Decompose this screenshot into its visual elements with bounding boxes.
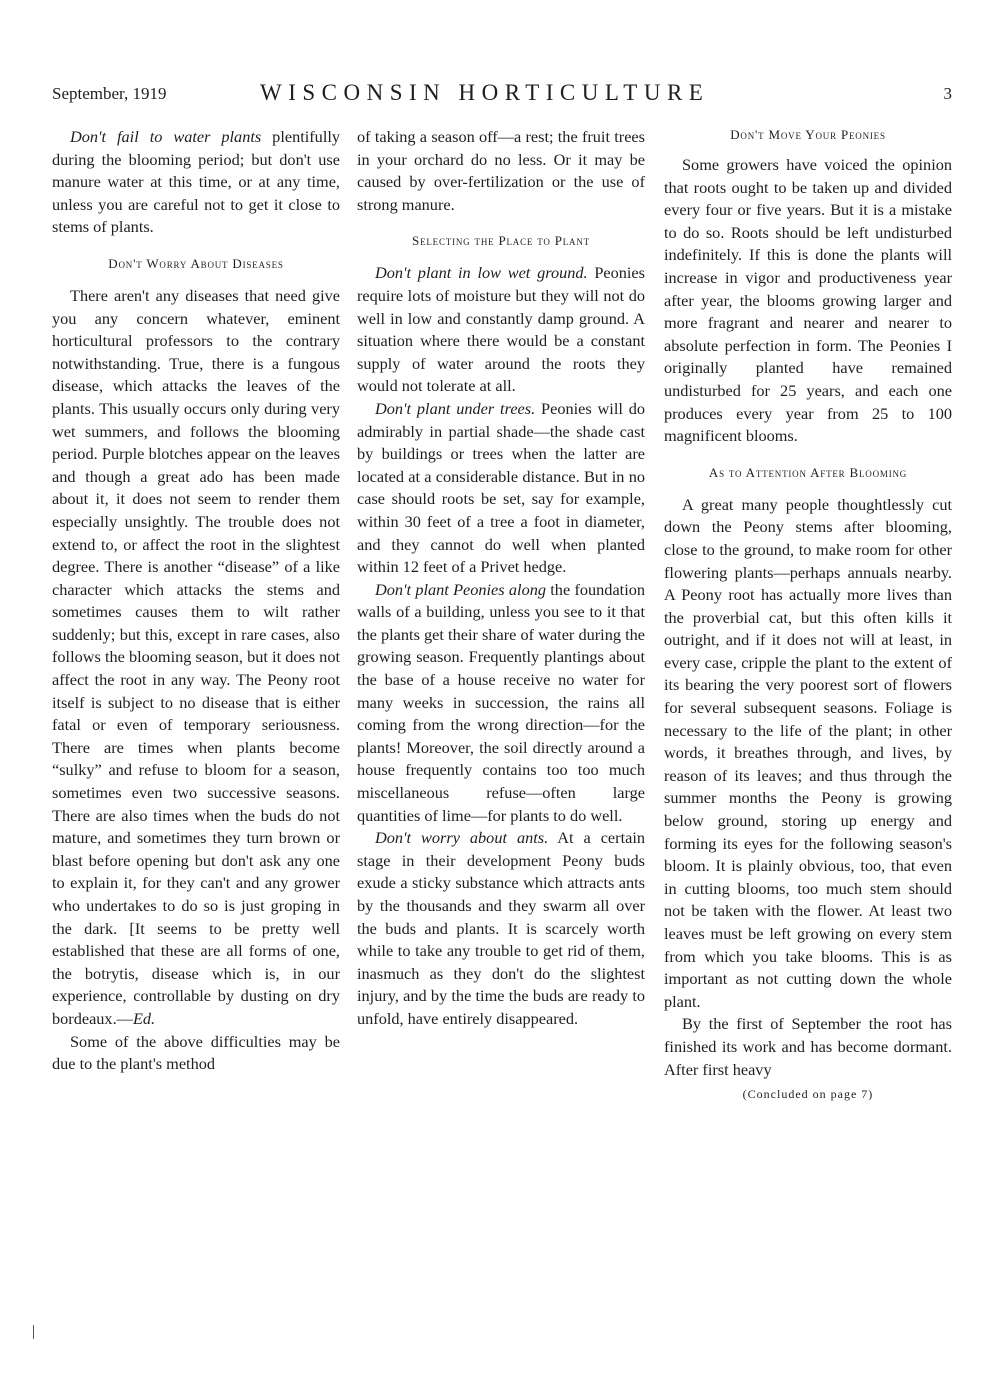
- column-1: [52, 126, 340, 1076]
- margin-mark: [33, 1325, 34, 1339]
- paragraph-move: Some growers have voiced the opinion that roots ought to be taken up and divided every four or five years. But it is a mistake to do so. Roots should be left undisturbed indefinitely. If this is done the plants will increase in vigor and productiveness year after year, the blooms growing larger and more fragrant and nearer and nearer to absolute perfection in form. The Peonies I originally planted have remained undisturbed for 25 years, and each one produces every year from 25 to 100 magnificent blooms.: [664, 155, 952, 446]
- paragraph-diseases: [52, 285, 340, 1031]
- paragraph-foundation: [357, 579, 645, 828]
- section-heading-diseases: Don't Worry About Diseases: [108, 255, 284, 271]
- paragraph-attention: A great many people thoughtlessly cut down the Peony stems after blooming, close to the ground, to make room for other flowering plants—perhaps annuals nearby. A Peony root has actually more lives than the proverbial cat, but this often kills it outright, and if it does not will at least, in every case, cripple the plant to the extent of its bearing the very poorest sort of flowers for several subsequent seasons. Foliage is necessary to the life of the plant; in other words, it breathes through, and lives, by reason of its leaves; and thus through the summer months the Peony is growing below ground, storing up energy and forming its eyes for the following season's bloom. It is plainly obvious, too, that even in cutting blooms, too much stem should not be taken with the flower. At least two leaves must be left growing on every stem from which you take blooms. This is as important as not cutting down the whole plant.: [664, 494, 952, 1011]
- editor-signature: Ed.: [132, 1008, 156, 1028]
- lead-phrase: Don't plant under trees.: [375, 398, 536, 418]
- paragraph-text: Peonies require lots of moisture but they will not do well in low and constantly damp ground. A situation where there would be a constant supply of water around the roots they would not tolerate at all.: [357, 263, 645, 396]
- lead-phrase: Don't worry about ants.: [375, 828, 549, 848]
- paragraph-ants: [357, 827, 645, 1030]
- page-number: 3: [943, 84, 952, 103]
- lead-phrase: Don't fail to water plants: [70, 127, 262, 146]
- column-2: [357, 126, 645, 1031]
- paragraph-difficulties: Some of the above difficulties may be due to the plant's method: [52, 1031, 340, 1074]
- issue-date: September, 1919: [52, 84, 167, 103]
- section-heading-attention: As to Attention After Blooming: [708, 464, 908, 480]
- paragraph-low-ground: [357, 262, 645, 398]
- paragraph-water-plants: [52, 126, 340, 239]
- continued-note: (Concluded on page 7): [742, 1087, 874, 1102]
- paragraph-text: plentifully during the blooming period; but don't use manure water at this time, or at any time, unless you are careful not to get it close to stems of plants.: [52, 127, 341, 237]
- paragraph-under-trees: [357, 398, 645, 579]
- section-heading-move: Don't Move Your Peonies: [730, 127, 886, 142]
- section-heading-place: Selecting the Place to Plant: [412, 233, 590, 249]
- paragraph-text: the foundation walls of a building, unless you see to it that the plants get their share of water during the growing season. Frequently plantings about the base of a house receive no water for many weeks in succession, the rains all coming from the wrong direction—for the plants! Moreover, the soil directly around a house frequently contains too too much miscellaneous refuse—often large quantities of lime—for plants to do well.: [357, 579, 645, 825]
- paragraph-september: By the first of September the root has finished its work and has become dormant. After first heavy: [664, 1014, 952, 1079]
- lead-phrase: Don't plant Peonies along: [375, 579, 546, 599]
- paragraph-text: At a certain stage in their development Peony buds exude a sticky substance which attracts ants by the thousands and they swarm all over the buds and plants. It is scarcely worth while to take any trouble to get rid of them, inasmuch as they don't do the slightest injury, and by the time the buds are ready to unfold, have entirely disappeared.: [357, 828, 645, 1028]
- column-3: [664, 126, 952, 1106]
- paragraph-text: Peonies will do admirably in partial shade—the shade cast by buildings or trees when the latter are located at a considerable distance. But in no case should roots be set, say for example, within 30 feet of a tree a foot in diameter, and they cannot do well when planted within 12 feet of a Privet hedge.: [357, 398, 646, 577]
- lead-phrase: Don't plant in low wet ground.: [375, 263, 588, 283]
- journal-title: WISCONSIN HORTICULTURE: [260, 80, 710, 105]
- paragraph-text: There aren't any diseases that need give you any concern whatever, eminent horticultural professors to the contrary notwithstanding. True, there is a fungous disease, which attacks the leaves of the plants. This usually occurs only during very wet summers, and follows the blooming period. Purple blotches appear on the leaves and though a great ado has been made about it, it does not seem to render them especially unsightly. The trouble does not extend to, or affect the root in the slightest degree. There is another “disease” of a like character which attacks the stems and sometimes causes them to wilt rather suddenly; but this, except in rare cases, also follows the blooming season, but it does not affect the root in any way. The Peony root itself is subject to no disease that is either fatal or even of temporary seriousness. There are times when plants become “sulky” and refuse to bloom for a season, sometimes even two successive seasons. There are also times when the buds do not mature, and sometimes they turn brown or blast before opening but don't ask any one to explain it, for they can't and any grower who undertakes to do so is just groping in the dark. [It seems to be pretty well established that these are all forms of one, the botrytis, disease which is, in our experience, controllable by dusting on dry bordeaux.—: [52, 285, 340, 1028]
- paragraph-continued: of taking a season off—a rest; the fruit trees in your orchard do no less. Or it may be caused by over-fertilization or the use of strong manure.: [357, 127, 645, 214]
- page-header: [52, 80, 952, 114]
